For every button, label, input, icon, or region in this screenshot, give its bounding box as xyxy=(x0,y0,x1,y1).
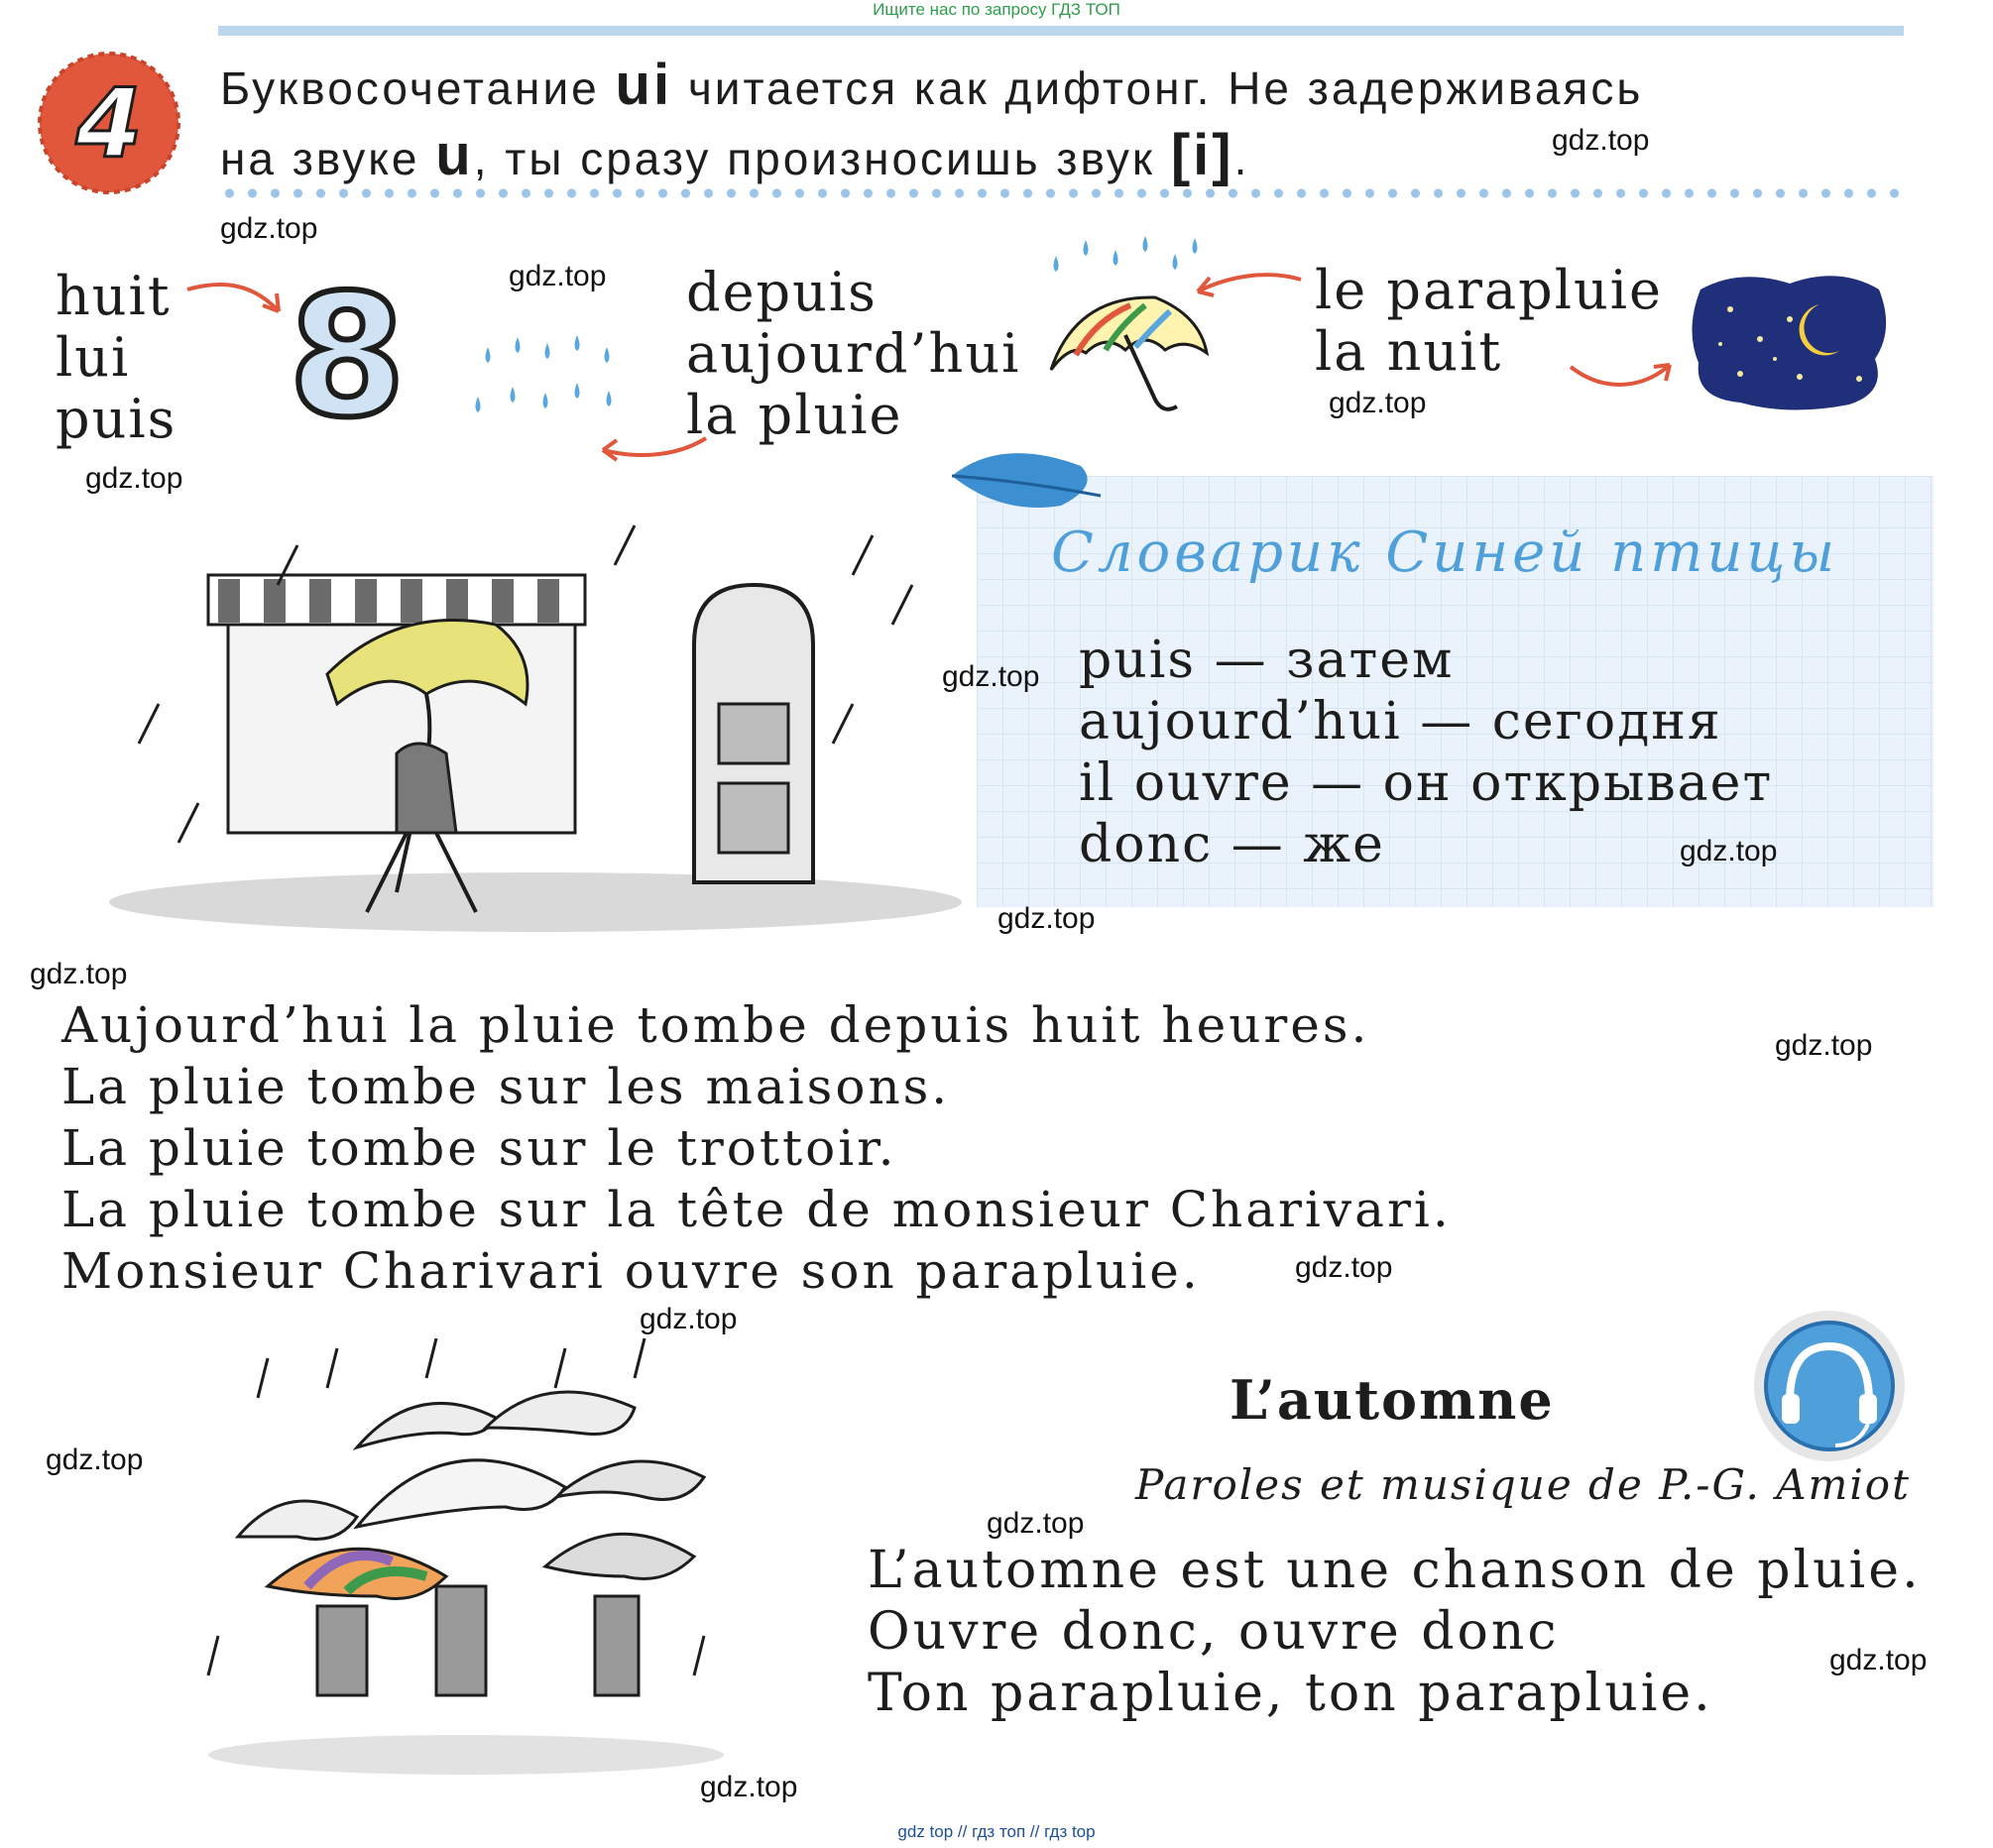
song-lyrics xyxy=(868,1540,1922,1724)
word: huit xyxy=(56,265,172,327)
watermark: gdz.top xyxy=(1552,124,1650,157)
watermark: gdz.top xyxy=(987,1507,1085,1540)
watermark: gdz.top xyxy=(997,902,1096,935)
story-line: La pluie tombe sur le trottoir. xyxy=(61,1119,897,1177)
umbrellas-illustration xyxy=(188,1338,744,1785)
word: le parapluie xyxy=(1315,259,1664,321)
intro-line-1 xyxy=(220,52,1643,122)
watermark: gdz.top xyxy=(30,958,128,990)
arrow-icon xyxy=(1567,347,1676,397)
watermark: gdz.top xyxy=(509,260,607,292)
watermark: gdz.top xyxy=(1775,1029,1873,1062)
raindrops-icon xyxy=(458,327,627,436)
word: la nuit xyxy=(1315,320,1503,383)
story-text xyxy=(61,994,1452,1302)
watermark: gdz.top xyxy=(1295,1251,1393,1284)
story-line: Aujourd’hui la pluie tombe depuis huit heures. xyxy=(61,996,1370,1054)
watermark: gdz.top xyxy=(1329,387,1427,419)
word: la pluie xyxy=(686,384,903,446)
sound-i: [i] xyxy=(1170,123,1234,187)
headphones-icon[interactable] xyxy=(1750,1307,1909,1465)
eight-digit-icon xyxy=(288,276,407,424)
story-line: La pluie tombe sur les maisons. xyxy=(61,1058,951,1115)
vocabulary-entry: donc — же xyxy=(1079,815,1385,874)
watermark: gdz.top xyxy=(1829,1644,1928,1676)
exercise-number-badge xyxy=(30,48,186,196)
vocabulary-list xyxy=(1079,630,1773,875)
song-line: Ouvre donc, ouvre donc xyxy=(868,1602,1560,1662)
intro-text: Буквосочетание xyxy=(220,62,616,114)
word: depuis xyxy=(686,261,878,323)
vocabulary-entry: aujourd’hui — сегодня xyxy=(1079,692,1722,751)
top-rule xyxy=(218,26,1904,36)
word: lui xyxy=(56,326,131,389)
story-line: Monsieur Charivari ouvre son parapluie. xyxy=(61,1242,1201,1300)
intro-text: читается как дифтонг. Не задерживаясь xyxy=(672,62,1644,114)
letter-u: u xyxy=(435,123,474,187)
bottom-banner: gdz top // гдз топ // гдз top xyxy=(897,1822,1096,1841)
watermark: gdz.top xyxy=(700,1771,798,1803)
song-title: L’automne xyxy=(1230,1368,1555,1432)
watermark: gdz.top xyxy=(220,212,318,245)
word-group-1 xyxy=(56,266,176,450)
song-author: Paroles et musique de P.-G. Amiot xyxy=(1135,1460,1911,1509)
watermark: gdz.top xyxy=(942,660,1040,693)
letter-combination: ui xyxy=(615,53,673,117)
umbrella-icon xyxy=(1036,226,1215,424)
song-line: Ton parapluie, ton parapluie. xyxy=(868,1664,1713,1723)
story-line: La pluie tombe sur la tête de monsieur Charivari. xyxy=(61,1181,1452,1238)
top-banner: Ищите нас по запросу ГДЗ ТОП xyxy=(873,0,1120,19)
dotted-divider xyxy=(218,188,1904,198)
watermark: gdz.top xyxy=(1680,835,1778,867)
word: aujourd’hui xyxy=(686,322,1021,385)
intro-text: на звуке xyxy=(220,133,436,184)
arrow-icon xyxy=(1190,266,1309,305)
vocabulary-entry: puis — затем xyxy=(1079,631,1455,690)
word-group-2 xyxy=(686,262,1020,446)
svg-text:8: 8 xyxy=(288,276,407,424)
watermark: gdz.top xyxy=(640,1303,738,1335)
rainy-street-illustration xyxy=(99,506,972,942)
watermark: gdz.top xyxy=(46,1444,144,1476)
vocabulary-entry: il ouvre — он открывает xyxy=(1079,753,1774,813)
night-sky-icon xyxy=(1681,260,1899,418)
arrow-icon xyxy=(183,276,293,325)
intro-text: , ты сразу произносишь звук xyxy=(473,133,1171,184)
intro-text: . xyxy=(1233,133,1250,184)
arrow-icon xyxy=(595,428,714,468)
exercise-number: 4 xyxy=(75,68,143,179)
watermark: gdz.top xyxy=(85,462,183,495)
feather-icon xyxy=(942,436,1111,516)
intro-line-2 xyxy=(220,122,1643,192)
vocabulary-title: Словарик Синей птицы xyxy=(1051,520,1839,585)
song-line: L’automne est une chanson de pluie. xyxy=(868,1541,1922,1600)
exercise-intro xyxy=(220,52,1643,192)
word: puis xyxy=(56,388,177,450)
